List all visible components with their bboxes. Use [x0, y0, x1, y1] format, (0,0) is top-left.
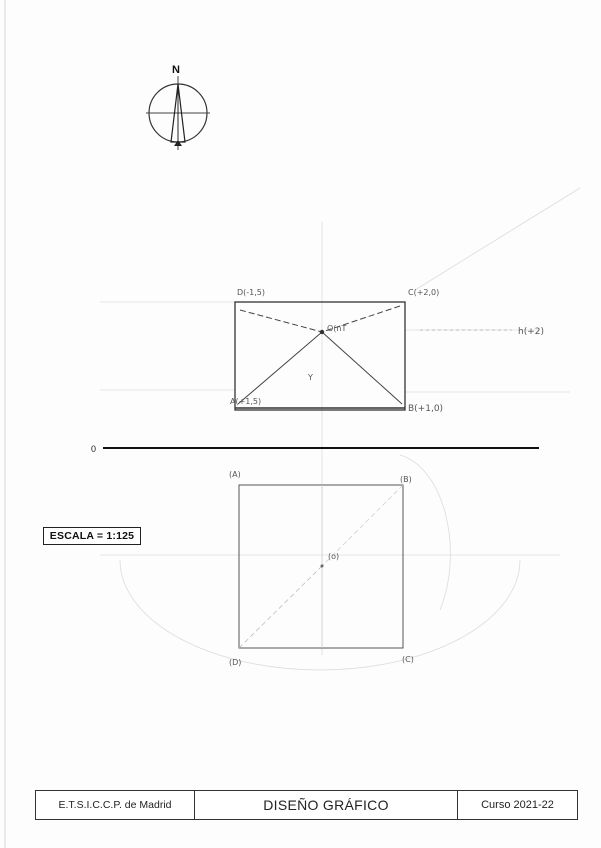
label-plane: Y	[308, 373, 313, 382]
label-a: A(+1,5)	[230, 397, 262, 406]
north-compass-icon	[146, 76, 210, 150]
label-h: h(+2)	[518, 327, 544, 337]
elevation-diagonal	[239, 566, 322, 648]
elev-label-a: (A)	[229, 470, 241, 479]
label-b: B(+1,0)	[408, 404, 444, 414]
elev-label-c: (C)	[402, 655, 414, 664]
label-apex: O(nT	[327, 324, 347, 333]
elev-label-b: (B)	[400, 475, 412, 484]
elevation-center-point	[321, 565, 324, 568]
title-block-subject: DISEÑO GRÁFICO	[195, 791, 458, 819]
title-block	[35, 790, 578, 820]
apex-point	[320, 330, 324, 334]
elev-label-d: (D)	[229, 658, 242, 667]
plan-rectangle	[235, 302, 405, 410]
elev-label-o: (o)	[328, 552, 340, 561]
north-label: N	[172, 64, 180, 76]
label-c: C(+2,0)	[408, 288, 440, 297]
title-block-school: E.T.S.I.C.C.P. de Madrid	[36, 791, 195, 819]
hip-line-da	[240, 310, 322, 332]
label-d: D(-1,5)	[237, 288, 266, 297]
construction-lines	[100, 188, 580, 670]
elevation-view	[239, 485, 403, 648]
edge-line-ao	[238, 332, 322, 404]
title-block-course: Curso 2021-22	[481, 799, 554, 811]
plan-view	[235, 302, 512, 410]
edge-line-bo	[322, 332, 402, 404]
origin-label: 0	[91, 444, 97, 454]
scale-label: ESCALA = 1:125	[43, 527, 141, 545]
